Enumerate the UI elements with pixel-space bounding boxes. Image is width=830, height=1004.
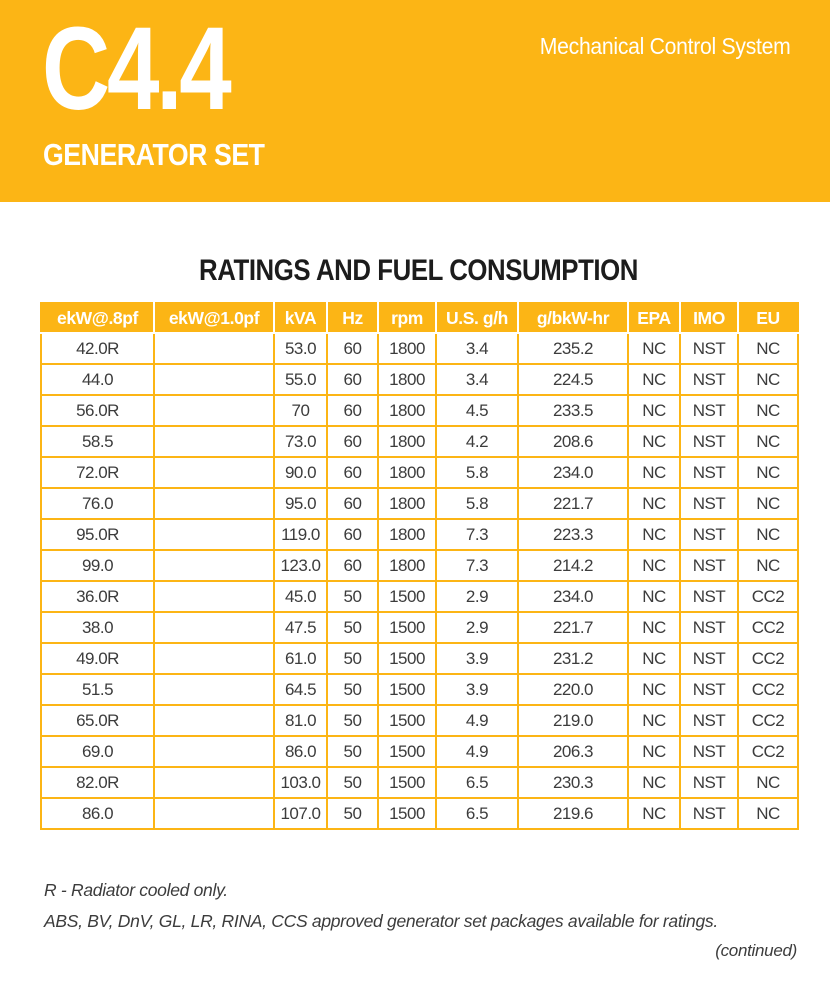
table-cell: NC	[628, 488, 680, 519]
table-cell: 234.0	[518, 581, 628, 612]
table-cell: 1800	[378, 488, 436, 519]
table-cell: 1500	[378, 767, 436, 798]
table-cell: 1500	[378, 674, 436, 705]
table-cell: 1500	[378, 612, 436, 643]
table-cell: 221.7	[518, 612, 628, 643]
col-header-epa: EPA	[628, 303, 680, 333]
table-cell: NC	[628, 457, 680, 488]
table-cell: 50	[327, 643, 378, 674]
table-cell: 60	[327, 550, 378, 581]
table-cell: 223.3	[518, 519, 628, 550]
table-cell: NC	[738, 550, 798, 581]
table-cell: CC2	[738, 736, 798, 767]
table-cell: 119.0	[274, 519, 327, 550]
ratings-fuel-consumption-table	[40, 302, 799, 830]
table-cell: NST	[680, 364, 738, 395]
table-cell: NST	[680, 798, 738, 829]
table-cell: NC	[738, 426, 798, 457]
table-cell: 50	[327, 612, 378, 643]
table-cell: NC	[628, 767, 680, 798]
table-cell: NC	[628, 550, 680, 581]
table-cell: NST	[680, 674, 738, 705]
col-header-g-bkw-hr: g/bkW-hr	[518, 303, 628, 333]
table-row	[41, 457, 798, 488]
continued-label: (continued)	[715, 941, 797, 960]
table-cell: 2.9	[436, 581, 518, 612]
col-header-u-s-g-h: U.S. g/h	[436, 303, 518, 333]
table-cell	[154, 736, 274, 767]
table-cell: 231.2	[518, 643, 628, 674]
table-cell: 7.3	[436, 550, 518, 581]
table-cell: CC2	[738, 674, 798, 705]
table-cell: 234.0	[518, 457, 628, 488]
table-cell	[154, 426, 274, 457]
col-header-imo: IMO	[680, 303, 738, 333]
table-cell: 60	[327, 519, 378, 550]
col-header-ekw-8pf: ekW@.8pf	[41, 303, 154, 333]
table-cell: 81.0	[274, 705, 327, 736]
table-cell: NST	[680, 550, 738, 581]
table-cell: NC	[628, 798, 680, 829]
table-cell: NC	[738, 395, 798, 426]
table-row	[41, 550, 798, 581]
table-cell: NST	[680, 612, 738, 643]
table-cell: NC	[738, 798, 798, 829]
table-cell: 64.5	[274, 674, 327, 705]
table-cell: 1500	[378, 705, 436, 736]
table-cell: 60	[327, 364, 378, 395]
table-cell: 233.5	[518, 395, 628, 426]
table-cell	[154, 612, 274, 643]
table-cell: NST	[680, 705, 738, 736]
table-cell: NC	[738, 364, 798, 395]
table-cell: 56.0R	[41, 395, 154, 426]
ratings-table-body	[41, 333, 798, 829]
footnote-radiator: R - Radiator cooled only.	[44, 880, 228, 900]
table-row	[41, 643, 798, 674]
table-cell: 1800	[378, 395, 436, 426]
table-cell: 55.0	[274, 364, 327, 395]
table-cell: NC	[738, 457, 798, 488]
table-cell: NC	[628, 736, 680, 767]
table-cell	[154, 581, 274, 612]
table-cell	[154, 519, 274, 550]
table-row	[41, 426, 798, 457]
table-cell: 3.4	[436, 364, 518, 395]
table-cell: NST	[680, 333, 738, 364]
table-cell: 219.6	[518, 798, 628, 829]
table-cell: NC	[738, 519, 798, 550]
table-cell: 123.0	[274, 550, 327, 581]
table-cell: 5.8	[436, 488, 518, 519]
table-cell: 99.0	[41, 550, 154, 581]
table-cell: 3.9	[436, 674, 518, 705]
table-cell: NST	[680, 519, 738, 550]
table-cell: 235.2	[518, 333, 628, 364]
table-cell: NST	[680, 395, 738, 426]
table-cell: 208.6	[518, 426, 628, 457]
table-cell	[154, 705, 274, 736]
table-cell: CC2	[738, 705, 798, 736]
table-row	[41, 705, 798, 736]
table-cell: 95.0	[274, 488, 327, 519]
table-cell: 1500	[378, 798, 436, 829]
table-cell: CC2	[738, 581, 798, 612]
table-cell: 47.5	[274, 612, 327, 643]
table-cell: 1800	[378, 364, 436, 395]
table-cell: 1500	[378, 581, 436, 612]
table-row	[41, 333, 798, 364]
header-row	[41, 303, 798, 333]
table-cell: 1500	[378, 736, 436, 767]
table-cell: 4.9	[436, 736, 518, 767]
table-cell: 76.0	[41, 488, 154, 519]
table-cell: 60	[327, 333, 378, 364]
table-cell: NC	[628, 519, 680, 550]
table-cell: 70	[274, 395, 327, 426]
table-cell: 5.8	[436, 457, 518, 488]
table-cell: 206.3	[518, 736, 628, 767]
table-cell: NC	[628, 581, 680, 612]
table-cell: NC	[628, 643, 680, 674]
table-row	[41, 767, 798, 798]
table-row	[41, 488, 798, 519]
table-cell: 69.0	[41, 736, 154, 767]
table-cell: NST	[680, 488, 738, 519]
table-cell: 1500	[378, 643, 436, 674]
table-cell: 45.0	[274, 581, 327, 612]
table-cell	[154, 550, 274, 581]
table-cell: 107.0	[274, 798, 327, 829]
table-cell: 53.0	[274, 333, 327, 364]
table-row	[41, 674, 798, 705]
table-cell: 36.0R	[41, 581, 154, 612]
table-cell: 1800	[378, 333, 436, 364]
table-cell: NST	[680, 581, 738, 612]
model-title: C4.4	[42, 3, 229, 135]
table-row	[41, 519, 798, 550]
header-banner	[0, 0, 830, 202]
table-cell: 58.5	[41, 426, 154, 457]
table-cell: 2.9	[436, 612, 518, 643]
table-cell: 214.2	[518, 550, 628, 581]
table-cell: 1800	[378, 550, 436, 581]
table-cell	[154, 488, 274, 519]
table-row	[41, 581, 798, 612]
table-cell: NC	[738, 333, 798, 364]
table-cell: 60	[327, 426, 378, 457]
table-cell	[154, 674, 274, 705]
table-cell: 50	[327, 798, 378, 829]
table-cell: NC	[628, 705, 680, 736]
control-system-label: Mechanical Control System	[539, 33, 790, 59]
table-cell: 221.7	[518, 488, 628, 519]
table-cell: 224.5	[518, 364, 628, 395]
table-cell: 50	[327, 674, 378, 705]
table-cell: 4.5	[436, 395, 518, 426]
table-cell: NC	[738, 488, 798, 519]
table-cell	[154, 333, 274, 364]
table-row	[41, 612, 798, 643]
col-header-rpm: rpm	[378, 303, 436, 333]
table-cell: NC	[738, 767, 798, 798]
table-cell: NC	[628, 674, 680, 705]
table-row	[41, 364, 798, 395]
ratings-table-header	[41, 303, 798, 333]
table-row	[41, 395, 798, 426]
table-cell: NC	[628, 426, 680, 457]
col-header-eu: EU	[738, 303, 798, 333]
table-cell: CC2	[738, 612, 798, 643]
table-cell: 50	[327, 581, 378, 612]
table-cell	[154, 457, 274, 488]
table-cell	[154, 767, 274, 798]
table-cell: 3.4	[436, 333, 518, 364]
table-cell: 86.0	[274, 736, 327, 767]
table-cell: 220.0	[518, 674, 628, 705]
table-cell: NST	[680, 426, 738, 457]
table-row	[41, 798, 798, 829]
table-cell	[154, 643, 274, 674]
table-row	[41, 736, 798, 767]
col-header-hz: Hz	[327, 303, 378, 333]
table-cell: 1800	[378, 457, 436, 488]
table-cell: 50	[327, 705, 378, 736]
table-cell: CC2	[738, 643, 798, 674]
table-cell: NST	[680, 457, 738, 488]
table-cell: 3.9	[436, 643, 518, 674]
table-cell: 73.0	[274, 426, 327, 457]
table-cell: 95.0R	[41, 519, 154, 550]
ratings-table-title: RATINGS AND FUEL CONSUMPTION	[198, 254, 638, 287]
table-cell: 230.3	[518, 767, 628, 798]
col-header-kva: kVA	[274, 303, 327, 333]
table-cell: 103.0	[274, 767, 327, 798]
table-cell: 6.5	[436, 798, 518, 829]
footnote-approvals: ABS, BV, DnV, GL, LR, RINA, CCS approved generator set packages available for ratings.	[44, 911, 718, 931]
table-cell: 51.5	[41, 674, 154, 705]
generator-set-label: GENERATOR SET	[43, 137, 265, 172]
table-cell: 65.0R	[41, 705, 154, 736]
table-cell: NC	[628, 364, 680, 395]
table-cell: 86.0	[41, 798, 154, 829]
table-cell: 1800	[378, 519, 436, 550]
table-cell: NC	[628, 395, 680, 426]
table-cell: NST	[680, 767, 738, 798]
table-cell: 72.0R	[41, 457, 154, 488]
table-cell: 7.3	[436, 519, 518, 550]
table-cell: 82.0R	[41, 767, 154, 798]
table-cell: 1800	[378, 426, 436, 457]
table-cell: 50	[327, 736, 378, 767]
table-cell	[154, 364, 274, 395]
table-cell: 60	[327, 457, 378, 488]
table-cell: 4.9	[436, 705, 518, 736]
table-cell	[154, 395, 274, 426]
table-cell: 50	[327, 767, 378, 798]
table-cell: 49.0R	[41, 643, 154, 674]
table-cell: 42.0R	[41, 333, 154, 364]
table-cell: NC	[628, 333, 680, 364]
table-cell	[154, 798, 274, 829]
table-cell: 219.0	[518, 705, 628, 736]
table-cell: 44.0	[41, 364, 154, 395]
table-cell: 4.2	[436, 426, 518, 457]
table-cell: 60	[327, 395, 378, 426]
table-cell: 90.0	[274, 457, 327, 488]
table-cell: NST	[680, 643, 738, 674]
table-cell: 6.5	[436, 767, 518, 798]
table-cell: 38.0	[41, 612, 154, 643]
col-header-ekw-1-0pf: ekW@1.0pf	[154, 303, 274, 333]
table-cell: 61.0	[274, 643, 327, 674]
table-cell: NC	[628, 612, 680, 643]
table-cell: 60	[327, 488, 378, 519]
table-cell: NST	[680, 736, 738, 767]
